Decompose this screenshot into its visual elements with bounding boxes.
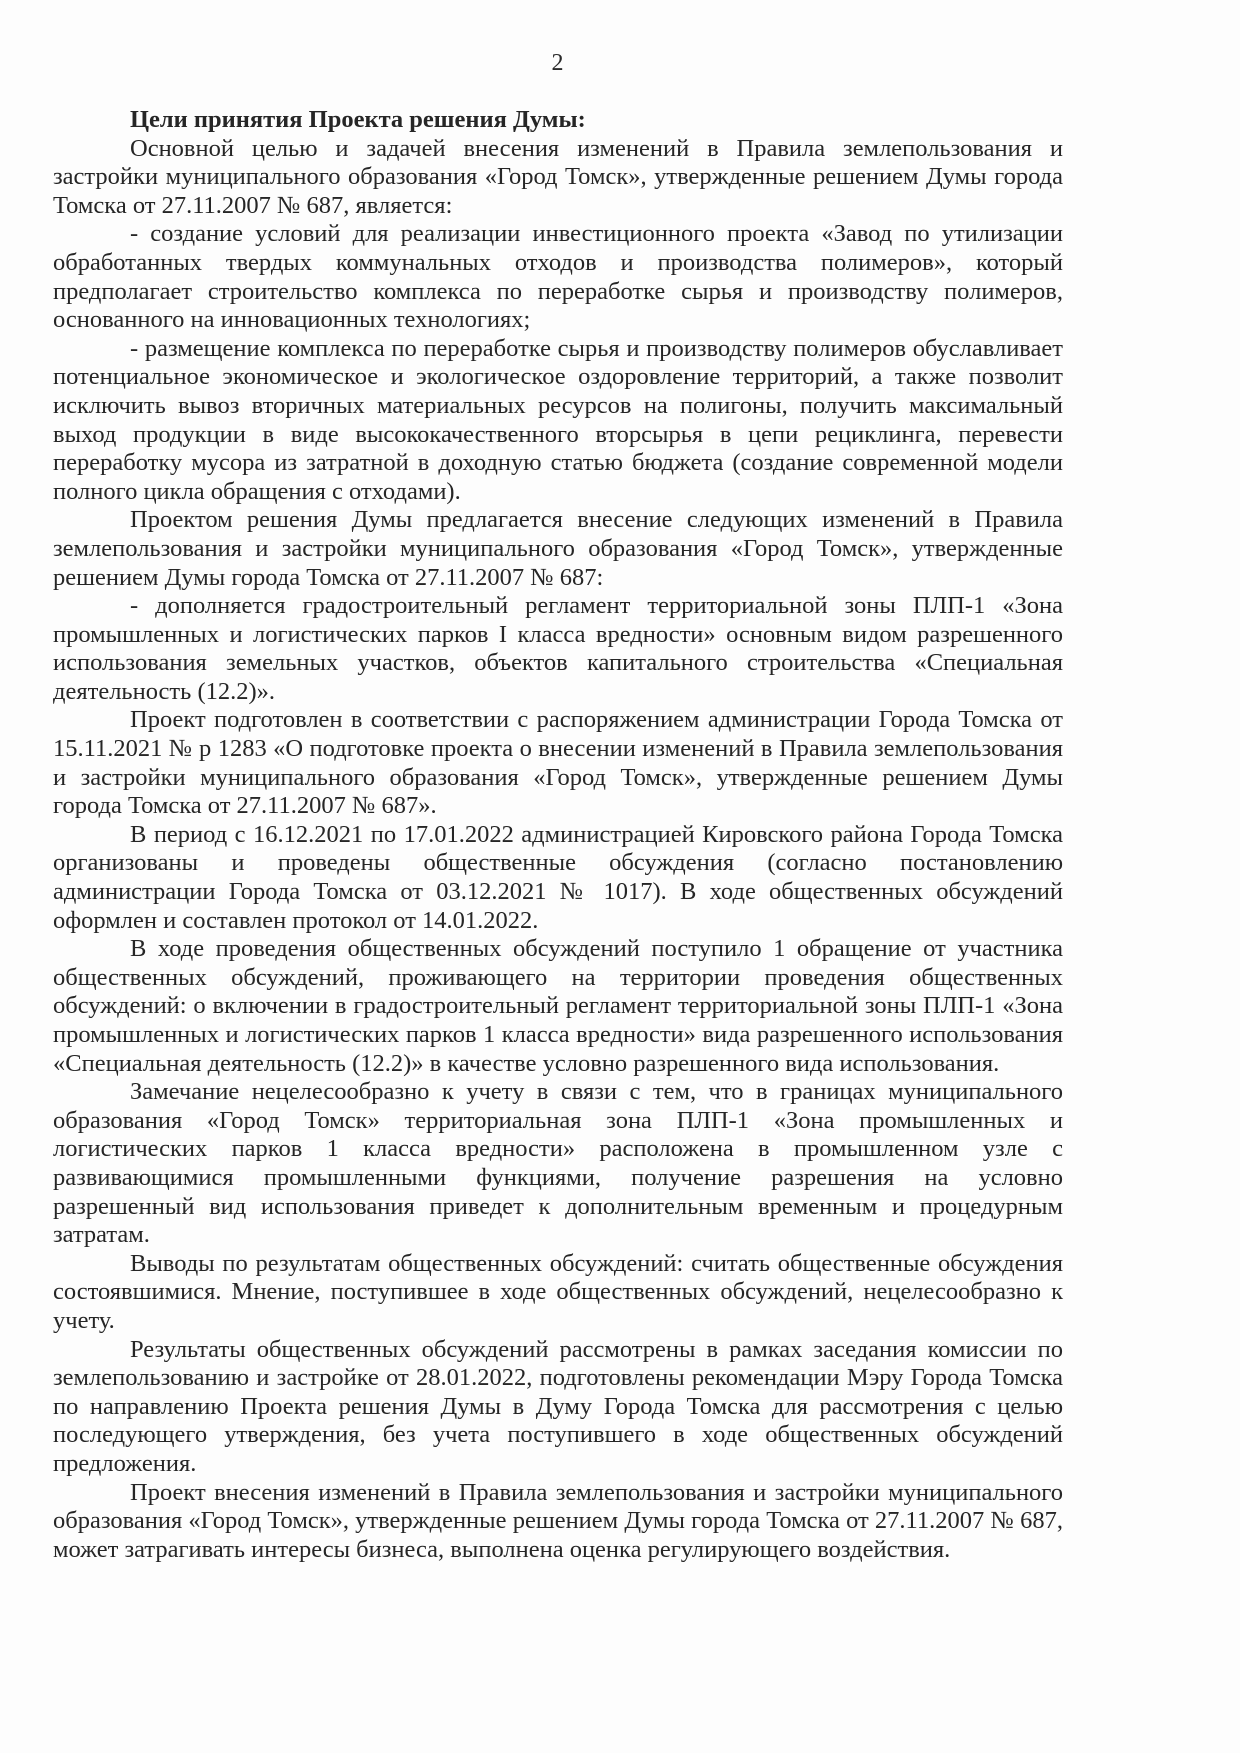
paragraph-proposed-changes: Проектом решения Думы предлагается внесение следующих изменений в Правила землепользования и застройки муниципального образования «Город Томск», утвержденные решением Думы города Томска от 27.11.2007 № 687:: [53, 506, 1063, 591]
paragraph-received-appeal: В ходе проведения общественных обсуждений поступило 1 обращение от участника общественных обсуждений, проживающего на территории проведения общественных обсуждений: о включении в градостроительный регламент территориальной зоны ПЛП-1 «Зона промышленных и логистических парков 1 класса вредности» вида разрешенного использования «Специальная деятельность (12.2)» в качестве условно разрешенного вида использования.: [53, 935, 1063, 1077]
paragraph-investment-project: - создание условий для реализации инвестиционного проекта «Завод по утилизации обработанных твердых коммунальных отходов и производства полимеров», который предполагает строительство комплекса по переработке сырья и производству полимеров, основанного на инновационных технологиях;: [53, 220, 1063, 334]
page-number: 2: [551, 50, 564, 76]
paragraph-business-impact: Проект внесения изменений в Правила землепользования и застройки муниципального образования «Город Томск», утвержденные решением Думы города Томска от 27.11.2007 № 687, может затрагивать интересы бизнеса, выполнена оценка регулирующего воздействия.: [53, 1478, 1063, 1563]
paragraph-remark-rejection: Замечание нецелесообразно к учету в связи с тем, что в границах муниципального образования «Город Томск» территориальная зона ПЛП-1 «Зона промышленных и логистических парков 1 класса вредности» расположена в промышленном узле с развивающимися промышленными функциями, получение разрешения на условно разрешенный вид использования приведет к дополнительным временным и процедурным затратам.: [53, 1078, 1063, 1249]
paragraph-complex-placement: - размещение комплекса по переработке сырья и производству полимеров обуславливает потенциальное экономическое и экологическое оздоровление территорий, а также позволит исключить вывоз вторичных материальных ресурсов на полигоны, получить максимальный выход продукции в виде высококачественного вторсырья в цепи рециклинга, перевести переработку мусора из затратной в доходную статью бюджета (создание современной модели полного цикла обращения с отходами).: [53, 334, 1063, 505]
paragraph-public-discussions: В период с 16.12.2021 по 17.01.2022 администрацией Кировского района Города Томска организованы и проведены общественные обсуждения (согласно постановлению администрации Города Томска от 03.12.2021 № 1017). В ходе общественных обсуждений оформлен и составлен протокол от 14.01.2022.: [53, 820, 1063, 934]
section-heading: Цели принятия Проекта решения Думы:: [130, 106, 586, 133]
paragraph-main-goal: Основной целью и задачей внесения изменений в Правила землепользования и застройки муниципального образования «Город Томск», утвержденные решением Думы города Томска от 27.11.2007 № 687, является:: [53, 134, 1063, 219]
paragraph-regulation-addition: - дополняется градостроительный регламент территориальной зоны ПЛП-1 «Зона промышленных и логистических парков I класса вредности» основным видом разрешенного использования земельных участков, объектов капитального строительства «Специальная деятельность (12.2)».: [53, 592, 1063, 705]
paragraph-project-basis: Проект подготовлен в соответствии с распоряжением администрации Города Томска от 15.11.2021 № р 1283 «О подготовке проекта о внесении изменений в Правила землепользования и застройки муниципального образования «Город Томск», утвержденные решением Думы города Томска от 27.11.2007 № 687».: [53, 706, 1063, 820]
paragraph-conclusions: Выводы по результатам общественных обсуждений: считать общественные обсуждения состоявшимися. Мнение, поступившее в ходе общественных обсуждений, нецелесообразно к учету.: [53, 1249, 1063, 1334]
document-body: [53, 106, 1063, 1564]
paragraph-commission-results: Результаты общественных обсуждений рассмотрены в рамках заседания комиссии по землепользованию и застройке от 28.01.2022, подготовлены рекомендации Мэру Города Томска по направлению Проекта решения Думы в Думу Города Томска для рассмотрения с целью последующего утверждения, без учета поступившего в ходе общественных обсуждений предложения.: [53, 1335, 1063, 1477]
